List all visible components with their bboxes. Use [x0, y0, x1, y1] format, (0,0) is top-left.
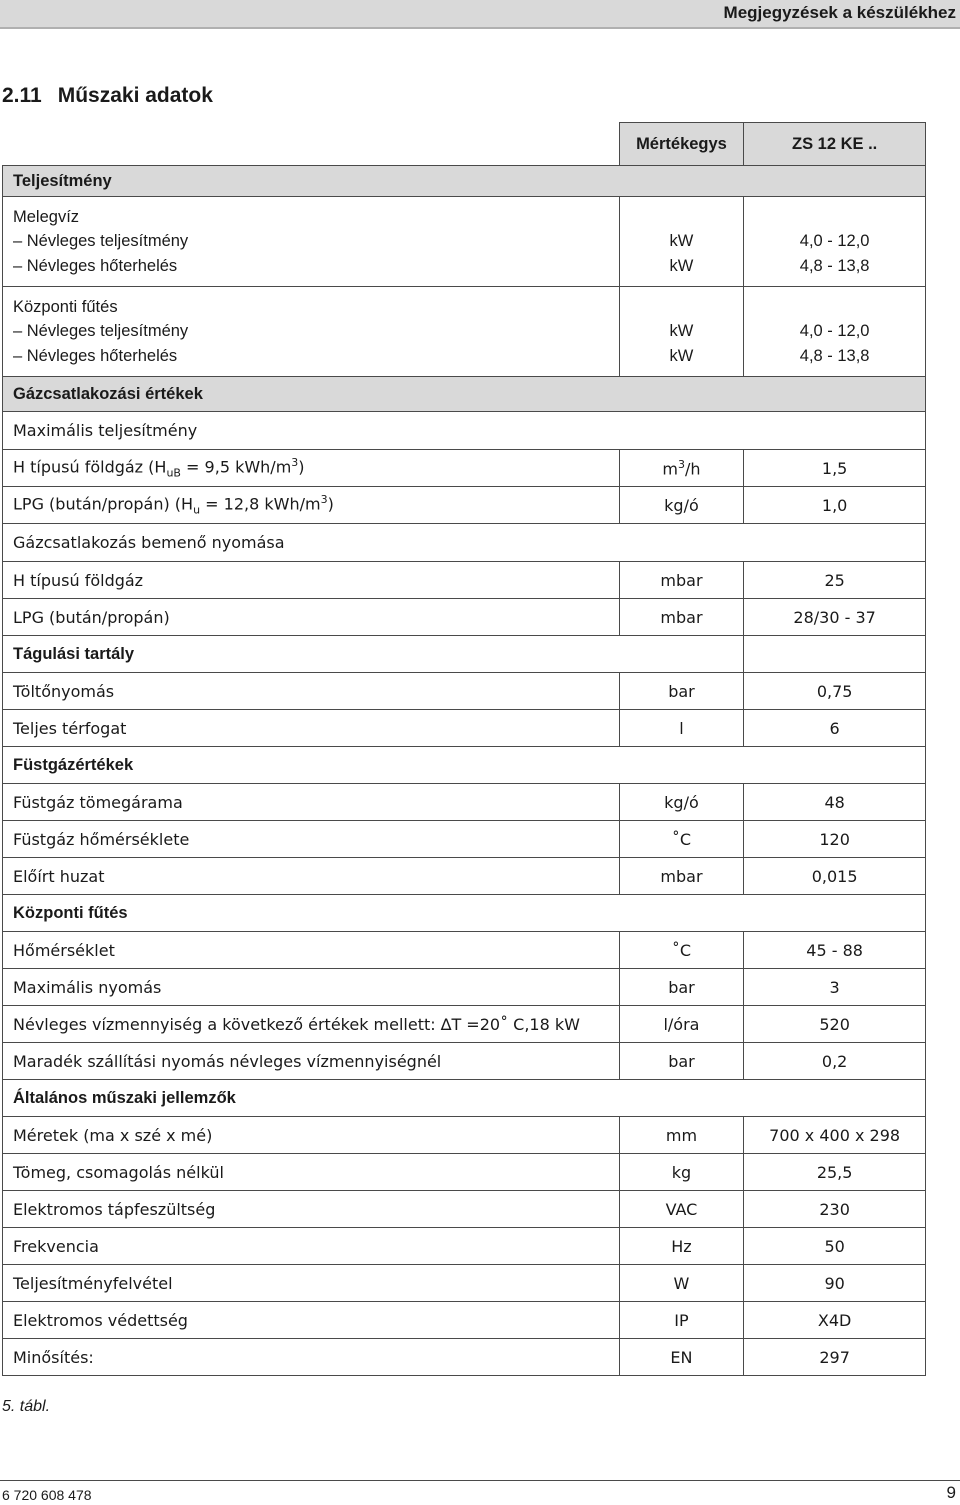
row-value: 1,5 — [744, 450, 926, 487]
row-label: Elektromos tápfeszültség — [3, 1191, 620, 1228]
section-title-text: Műszaki adatok — [57, 84, 213, 107]
row-label: Hőmérséklet — [3, 932, 620, 969]
category-row — [3, 1080, 926, 1117]
table-row — [3, 1228, 926, 1265]
table-row — [3, 197, 926, 287]
table-row — [3, 1117, 926, 1154]
row-unit: l/óra — [619, 1006, 744, 1043]
row-value: 3 — [744, 969, 926, 1006]
row-unit: bar — [619, 673, 744, 710]
table-row — [3, 1043, 926, 1080]
row-label: Elektromos védettség — [3, 1302, 620, 1339]
category-fust: Füstgázértékek — [3, 747, 926, 784]
table-row — [3, 1191, 926, 1228]
flue-gas-rows — [3, 784, 926, 895]
row-label: Teljes térfogat — [3, 710, 620, 747]
row-label: Füstgáz tömegárama — [3, 784, 620, 821]
row-value: 520 — [744, 1006, 926, 1043]
row-label: LPG (bután/propán) ($H_u = 12,8$ kWh/$m^3$) — [3, 487, 620, 524]
category-tagulasi: Tágulási tartály — [3, 636, 744, 673]
table-row — [3, 673, 926, 710]
row-unit: VAC — [619, 1191, 744, 1228]
row-label: Frekvencia — [3, 1228, 620, 1265]
melegviz-row2-label: – Névleges hőterhelés — [13, 256, 178, 275]
category-row — [3, 636, 926, 673]
row-value: 0,75 — [744, 673, 926, 710]
gas-pressure-rows — [3, 562, 926, 636]
row-unit: mm — [619, 1117, 744, 1154]
row-unit: mbar — [619, 599, 744, 636]
row-value: 6 — [744, 710, 926, 747]
table-caption: 5. tábl. — [2, 1398, 51, 1415]
row-unit: EN — [619, 1339, 744, 1376]
row-value: 0,2 — [744, 1043, 926, 1080]
row-label: Teljesítményfelvétel — [3, 1265, 620, 1302]
kozponti-units — [619, 287, 744, 377]
row-value: 25,5 — [744, 1154, 926, 1191]
table-row — [3, 710, 926, 747]
row-unit: kg/ó — [619, 487, 744, 524]
row-value: X4D — [744, 1302, 926, 1339]
melegviz-labels — [3, 197, 620, 287]
table-row — [3, 599, 926, 636]
header-bar — [0, 0, 960, 29]
row-value: 48 — [744, 784, 926, 821]
footer-page-number: 9 — [946, 1483, 956, 1502]
table-row — [3, 562, 926, 599]
row-value: 297 — [744, 1339, 926, 1376]
table-row — [3, 412, 926, 450]
row-unit: kg/ó — [619, 784, 744, 821]
row-unit: bar — [619, 1043, 744, 1080]
table-row — [3, 1006, 926, 1043]
melegviz-unit1: kW — [669, 232, 694, 251]
max-teljesitmeny-label: Maximális teljesítmény — [3, 412, 926, 450]
row-label: Töltőnyomás — [3, 673, 620, 710]
table-row — [3, 1154, 926, 1191]
general-rows — [3, 1117, 926, 1376]
header-title: Megjegyzések a készülékhez — [723, 3, 956, 22]
row-value: 1,0 — [744, 487, 926, 524]
row-value: 28/30 - 37 — [744, 599, 926, 636]
technical-data-table — [2, 122, 926, 1376]
table-row — [3, 487, 926, 524]
heating-rows — [3, 932, 926, 1080]
kozponti-values — [744, 287, 926, 377]
category-row — [3, 377, 926, 412]
kozponti-val1: 4,0 - 12,0 — [799, 322, 870, 341]
kozponti-val2: 4,8 - 13,8 — [799, 346, 870, 365]
row-value: 25 — [744, 562, 926, 599]
row-unit: kg — [619, 1154, 744, 1191]
table-row — [3, 821, 926, 858]
category-futes: Központi fűtés — [3, 895, 926, 932]
row-unit: mbar — [619, 858, 744, 895]
row-label: Tömeg, csomagolás nélkül — [3, 1154, 620, 1191]
melegviz-title: Melegvíz — [13, 207, 80, 226]
nyomas-title: Gázcsatlakozás bemenő nyomása — [3, 524, 926, 562]
melegviz-val1: 4,0 - 12,0 — [799, 232, 870, 251]
section-title — [2, 84, 213, 108]
table-header-blank — [3, 123, 620, 166]
category-row — [3, 166, 926, 197]
category-altalanos: Általános műszaki jellemzők — [3, 1080, 926, 1117]
column-header-model: ZS 12 KE .. — [744, 123, 926, 166]
expansion-tank-rows — [3, 673, 926, 747]
kozponti-unit1: kW — [669, 322, 694, 341]
row-label: Maximális nyomás — [3, 969, 620, 1006]
melegviz-units — [619, 197, 744, 287]
melegviz-unit2: kW — [669, 256, 694, 275]
table-row — [3, 858, 926, 895]
row-unit: ˚C — [619, 932, 744, 969]
row-label: Névleges vízmennyiség a következő értékek mellett: ∆T =20˚ C,18 kW — [3, 1006, 620, 1043]
footer-divider — [0, 1480, 960, 1481]
category-blank — [744, 636, 926, 673]
row-value: 45 - 88 — [744, 932, 926, 969]
row-unit: l — [619, 710, 744, 747]
row-unit: bar — [619, 969, 744, 1006]
table-row — [3, 1265, 926, 1302]
section-number: 2.11 — [2, 84, 42, 107]
table-row — [3, 784, 926, 821]
category-row — [3, 895, 926, 932]
category-teljesitmeny: Teljesítmény — [3, 166, 926, 197]
row-label: Méretek (ma x szé x mé) — [3, 1117, 620, 1154]
row-value: 0,015 — [744, 858, 926, 895]
row-unit: IP — [619, 1302, 744, 1339]
column-header-unit: Mértékegys — [619, 123, 744, 166]
row-label: Füstgáz hőmérséklete — [3, 821, 620, 858]
table-row — [3, 287, 926, 377]
melegviz-values — [744, 197, 926, 287]
table-row — [3, 932, 926, 969]
row-label: Előírt huzat — [3, 858, 620, 895]
melegviz-val2: 4,8 - 13,8 — [799, 256, 870, 275]
kozponti-unit2: kW — [669, 346, 694, 365]
category-row — [3, 747, 926, 784]
row-value: 230 — [744, 1191, 926, 1228]
table-row — [3, 524, 926, 562]
row-label: Minősítés: — [3, 1339, 620, 1376]
kozponti-title: Központi fűtés — [13, 297, 118, 316]
row-unit: Hz — [619, 1228, 744, 1265]
row-label: H típusú földgáz — [3, 562, 620, 599]
kozponti-row2-label: – Névleges hőterhelés — [13, 346, 178, 365]
row-label: H típusú földgáz ($H_{uB} = 9,5$ kWh/$m^3$) — [3, 450, 620, 487]
row-value: 50 — [744, 1228, 926, 1265]
kozponti-labels — [3, 287, 620, 377]
row-unit: ˚C — [619, 821, 744, 858]
row-label: LPG (bután/propán) — [3, 599, 620, 636]
table-row — [3, 450, 926, 487]
row-value: 90 — [744, 1265, 926, 1302]
table-header-row — [3, 123, 926, 166]
row-value: 120 — [744, 821, 926, 858]
table-row — [3, 1339, 926, 1376]
table-row — [3, 1302, 926, 1339]
table-row — [3, 969, 926, 1006]
row-unit: mbar — [619, 562, 744, 599]
row-label: Maradék szállítási nyomás névleges vízmennyiségnél — [3, 1043, 620, 1080]
melegviz-row1-label: – Névleges teljesítmény — [13, 232, 189, 251]
row-unit: $m^3/h$ — [619, 450, 744, 487]
row-value: 700 x 400 x 298 — [744, 1117, 926, 1154]
category-gaz: Gázcsatlakozási értékek — [3, 377, 926, 412]
footer-doc-code: 6 720 608 478 — [2, 1487, 92, 1503]
row-unit: W — [619, 1265, 744, 1302]
kozponti-row1-label: – Névleges teljesítmény — [13, 322, 189, 341]
